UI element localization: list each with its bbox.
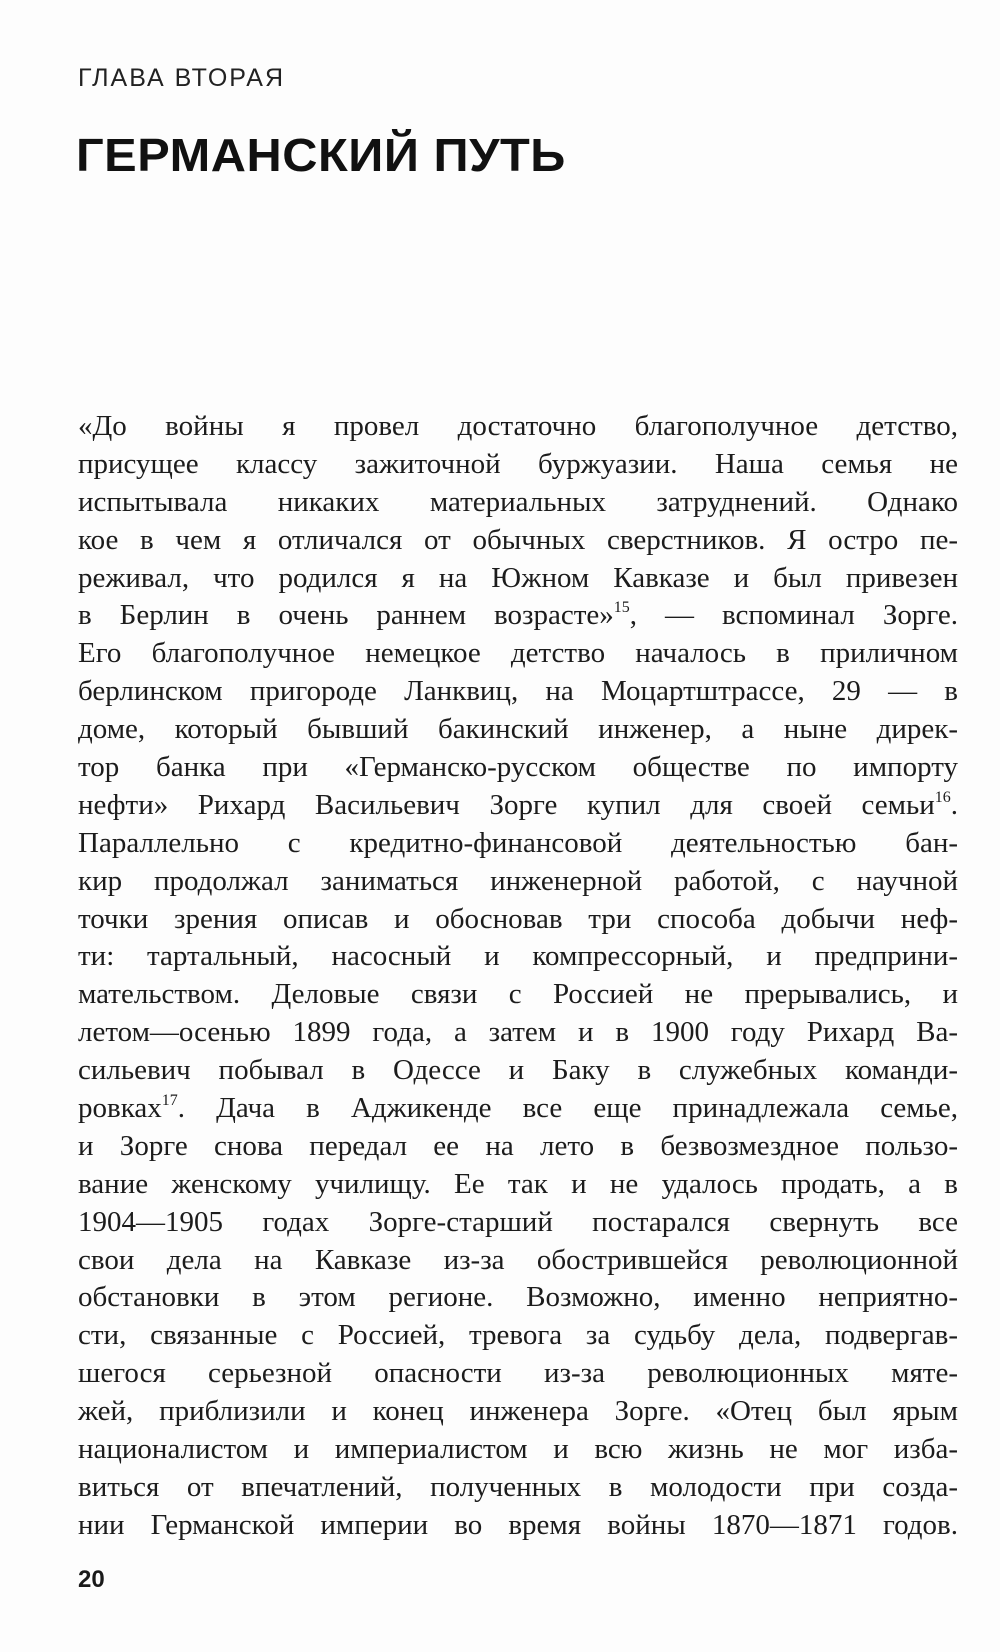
text-line: тор банка при «Германско-русском обществе по импорту — [78, 751, 958, 784]
text-line: присущее классу зажиточной буржуазии. Наша семья не — [78, 447, 958, 480]
text-line: шегося серьезной опасности из-за революционных мяте- — [78, 1357, 958, 1390]
chapter-label: ГЛАВА ВТОРАЯ — [78, 64, 286, 92]
page-number: 20 — [78, 1566, 105, 1593]
text-line: обстановки в этом регионе. Возможно, именно неприятно- — [78, 1281, 958, 1314]
text-line: 1904—1905 годах Зорге-старший постарался свернуть все — [78, 1205, 958, 1238]
text-line: летом—осенью 1899 года, а затем и в 1900 году Рихард Ва- — [78, 1016, 958, 1049]
text-line: доме, который бывший бакинский инженер, а ныне дирек- — [78, 713, 958, 746]
footnote-marker: 15 — [613, 599, 630, 617]
text-segment: , — вспоминал Зорге. — [629, 599, 958, 632]
text-line — [78, 597, 958, 635]
text-line — [78, 1090, 958, 1128]
text-line: сти, связанные с Россией, тревога за судьбу дела, подвергав- — [78, 1319, 958, 1352]
body-text — [78, 408, 958, 1545]
text-line: мательством. Деловые связи с Россией не прерывались, и — [78, 978, 958, 1011]
footnote-marker: 16 — [934, 788, 951, 806]
text-line: жей, приблизили и конец инженера Зорге. «Отец был ярым — [78, 1395, 958, 1428]
text-segment: . — [950, 788, 958, 821]
text-line: нии Германской империи во время войны 1870—1871 годов. — [78, 1508, 958, 1541]
text-line: вание женскому училищу. Ее так и не удалось продать, а в — [78, 1167, 958, 1200]
footnote-marker: 17 — [161, 1092, 178, 1110]
text-line: кое в чем я отличался от обычных сверстников. Я остро пе- — [78, 523, 958, 556]
text-line: сильевич побывал в Одессе и Баку в служебных команди- — [78, 1054, 958, 1087]
text-line — [78, 787, 958, 825]
text-line: «До войны я провел достаточно благополучное детство, — [78, 410, 958, 442]
chapter-title: ГЕРМАНСКИЙ ПУТЬ — [76, 129, 566, 181]
text-line: и Зорге снова передал ее на лето в безвозмездное пользо- — [78, 1129, 958, 1162]
text-line: реживал, что родился я на Южном Кавказе и был привезен — [78, 561, 958, 594]
text-line: кир продолжал заниматься инженерной работой, с научной — [78, 864, 958, 897]
text-segment: нефти» Рихард Васильевич Зорге купил для своей семьи — [78, 788, 935, 821]
text-line: националистом и империалистом и всю жизнь не мог изба- — [78, 1433, 958, 1466]
text-line: испытывала никаких материальных затруднений. Однако — [78, 485, 958, 518]
text-segment: в Берлин в очень раннем возрасте» — [78, 599, 614, 632]
text-line: виться от впечатлений, полученных в молодости при созда- — [78, 1470, 958, 1503]
text-line: Его благополучное немецкое детство началось в приличном — [78, 637, 958, 670]
text-segment: . Дача в Аджикенде все еще принадлежала семье, — [177, 1092, 958, 1125]
text-segment: ровках — [78, 1092, 162, 1125]
text-line: точки зрения описав и обосновав три способа добычи неф- — [78, 902, 958, 935]
text-line: Параллельно с кредитно-финансовой деятельностью бан- — [78, 826, 958, 859]
text-line: свои дела на Кавказе из-за обострившейся революционной — [78, 1243, 958, 1276]
text-line: берлинском пригороде Ланквиц, на Моцартштрассе, 29 — в — [78, 675, 958, 708]
text-line: ти: тартальный, насосный и компрессорный, и предприни- — [78, 940, 958, 973]
